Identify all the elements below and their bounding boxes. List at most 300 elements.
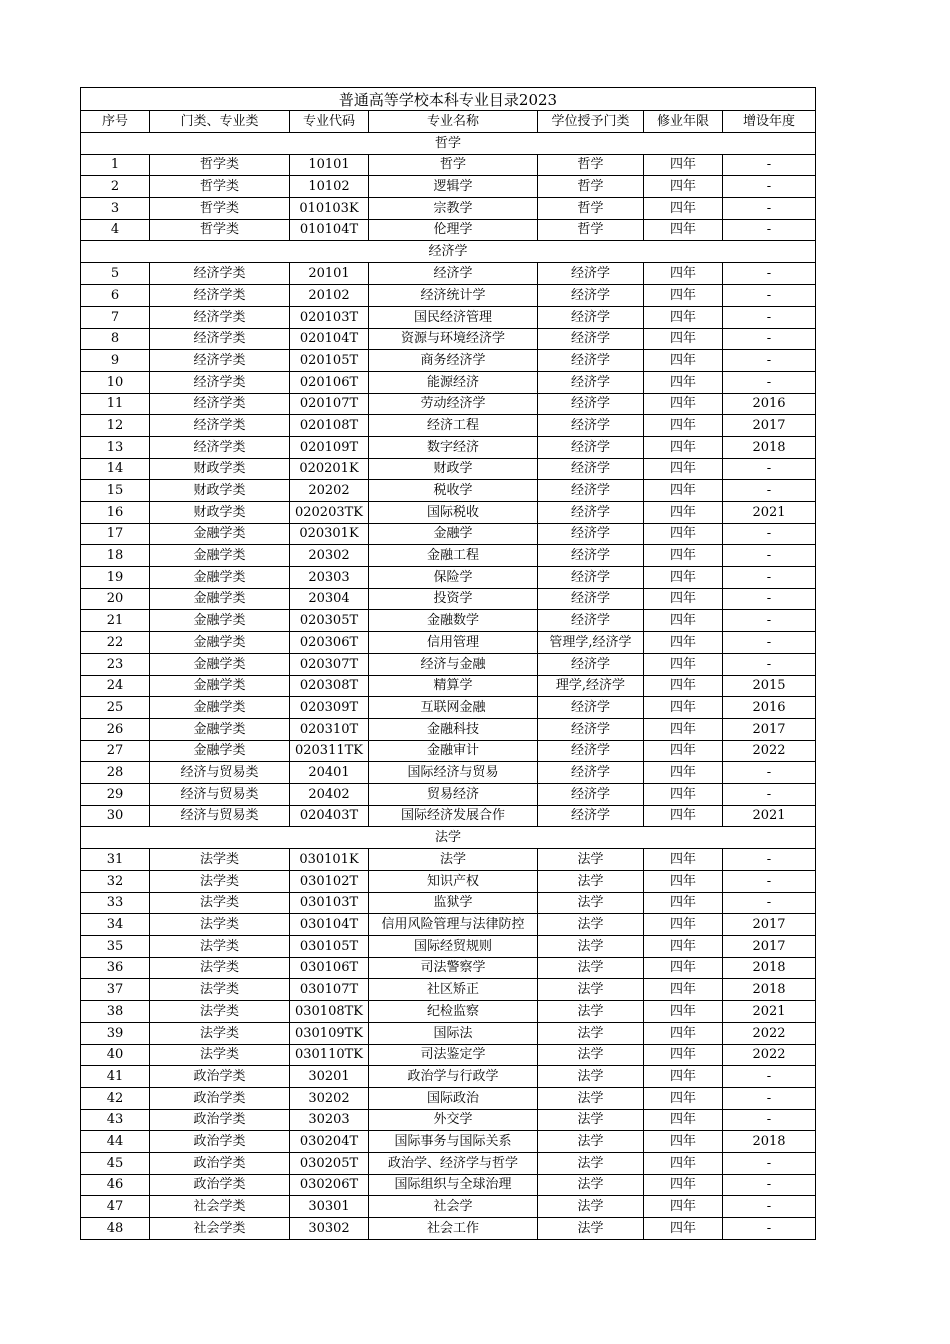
cell-duration: 四年 <box>644 1131 723 1153</box>
cell-major-name: 金融科技 <box>369 718 538 740</box>
cell-index: 33 <box>81 892 150 914</box>
cell-index: 18 <box>81 545 150 567</box>
cell-degree: 理学,经济学 <box>538 675 644 697</box>
header-year-added: 增设年度 <box>723 111 816 133</box>
cell-major-name: 金融学 <box>369 523 538 545</box>
cell-index: 42 <box>81 1087 150 1109</box>
cell-index: 28 <box>81 762 150 784</box>
cell-category: 哲学类 <box>150 198 290 220</box>
cell-degree: 法学 <box>538 1044 644 1066</box>
table-row <box>81 1109 816 1131</box>
cell-duration: 四年 <box>644 458 723 480</box>
cell-major-name: 数字经济 <box>369 436 538 458</box>
cell-degree: 法学 <box>538 957 644 979</box>
cell-duration: 四年 <box>644 914 723 936</box>
cell-code: 020305T <box>290 610 369 632</box>
cell-duration: 四年 <box>644 936 723 958</box>
cell-year-added: - <box>723 176 816 198</box>
cell-category: 金融学类 <box>150 697 290 719</box>
cell-code: 030108TK <box>290 1001 369 1023</box>
table-row <box>81 176 816 198</box>
cell-major-name: 贸易经济 <box>369 783 538 805</box>
cell-year-added: - <box>723 892 816 914</box>
cell-duration: 四年 <box>644 523 723 545</box>
cell-category: 金融学类 <box>150 740 290 762</box>
cell-degree: 哲学 <box>538 176 644 198</box>
cell-index: 4 <box>81 219 150 241</box>
section-title: 哲学 <box>81 132 816 154</box>
table-row <box>81 545 816 567</box>
header-index: 序号 <box>81 111 150 133</box>
table-row <box>81 1218 816 1240</box>
cell-major-name: 商务经济学 <box>369 350 538 372</box>
cell-duration: 四年 <box>644 436 723 458</box>
cell-index: 48 <box>81 1218 150 1240</box>
cell-code: 020106T <box>290 371 369 393</box>
cell-year-added: - <box>723 480 816 502</box>
table-row <box>81 415 816 437</box>
cell-major-name: 外交学 <box>369 1109 538 1131</box>
cell-code: 20304 <box>290 588 369 610</box>
cell-major-name: 税收学 <box>369 480 538 502</box>
cell-duration: 四年 <box>644 697 723 719</box>
cell-major-name: 哲学 <box>369 154 538 176</box>
cell-major-name: 法学 <box>369 849 538 871</box>
table-row <box>81 1066 816 1088</box>
cell-duration: 四年 <box>644 1196 723 1218</box>
cell-degree: 法学 <box>538 1066 644 1088</box>
cell-category: 法学类 <box>150 871 290 893</box>
cell-category: 经济学类 <box>150 436 290 458</box>
cell-duration: 四年 <box>644 1087 723 1109</box>
cell-duration: 四年 <box>644 567 723 589</box>
cell-index: 5 <box>81 263 150 285</box>
cell-code: 030205T <box>290 1152 369 1174</box>
table-row <box>81 1152 816 1174</box>
cell-major-name: 经济统计学 <box>369 285 538 307</box>
cell-year-added: - <box>723 567 816 589</box>
cell-degree: 经济学 <box>538 285 644 307</box>
cell-category: 法学类 <box>150 936 290 958</box>
cell-year-added: 2018 <box>723 436 816 458</box>
cell-code: 020105T <box>290 350 369 372</box>
cell-code: 20202 <box>290 480 369 502</box>
cell-duration: 四年 <box>644 328 723 350</box>
cell-category: 金融学类 <box>150 588 290 610</box>
cell-major-name: 国际组织与全球治理 <box>369 1174 538 1196</box>
cell-year-added: - <box>723 154 816 176</box>
cell-code: 020301K <box>290 523 369 545</box>
cell-year-added: - <box>723 263 816 285</box>
cell-category: 法学类 <box>150 1022 290 1044</box>
cell-degree: 经济学 <box>538 306 644 328</box>
cell-code: 020311TK <box>290 740 369 762</box>
cell-major-name: 经济学 <box>369 263 538 285</box>
cell-code: 20303 <box>290 567 369 589</box>
cell-year-added: 2017 <box>723 936 816 958</box>
cell-degree: 经济学 <box>538 740 644 762</box>
cell-duration: 四年 <box>644 350 723 372</box>
cell-year-added: - <box>723 219 816 241</box>
cell-index: 8 <box>81 328 150 350</box>
cell-year-added: - <box>723 849 816 871</box>
cell-degree: 经济学 <box>538 415 644 437</box>
cell-duration: 四年 <box>644 1022 723 1044</box>
cell-year-added: - <box>723 1109 816 1131</box>
cell-major-name: 信用风险管理与法律防控 <box>369 914 538 936</box>
cell-index: 13 <box>81 436 150 458</box>
cell-year-added: 2018 <box>723 979 816 1001</box>
table-row <box>81 957 816 979</box>
table-row <box>81 285 816 307</box>
cell-degree: 经济学 <box>538 697 644 719</box>
cell-code: 020309T <box>290 697 369 719</box>
cell-index: 32 <box>81 871 150 893</box>
cell-year-added: - <box>723 588 816 610</box>
table-row <box>81 1174 816 1196</box>
cell-duration: 四年 <box>644 1066 723 1088</box>
cell-category: 金融学类 <box>150 675 290 697</box>
cell-degree: 法学 <box>538 1131 644 1153</box>
cell-code: 030107T <box>290 979 369 1001</box>
cell-code: 010103K <box>290 198 369 220</box>
cell-duration: 四年 <box>644 285 723 307</box>
cell-category: 哲学类 <box>150 154 290 176</box>
cell-category: 政治学类 <box>150 1174 290 1196</box>
cell-index: 23 <box>81 653 150 675</box>
cell-index: 20 <box>81 588 150 610</box>
cell-degree: 法学 <box>538 1022 644 1044</box>
cell-code: 20102 <box>290 285 369 307</box>
cell-degree: 经济学 <box>538 350 644 372</box>
cell-code: 020203TK <box>290 502 369 524</box>
cell-degree: 经济学 <box>538 610 644 632</box>
cell-category: 金融学类 <box>150 653 290 675</box>
table-row <box>81 1022 816 1044</box>
cell-degree: 法学 <box>538 849 644 871</box>
cell-category: 金融学类 <box>150 610 290 632</box>
cell-year-added: - <box>723 285 816 307</box>
cell-degree: 法学 <box>538 1152 644 1174</box>
table-row <box>81 632 816 654</box>
cell-category: 法学类 <box>150 914 290 936</box>
cell-category: 经济学类 <box>150 263 290 285</box>
cell-degree: 法学 <box>538 979 644 1001</box>
cell-category: 法学类 <box>150 1044 290 1066</box>
cell-category: 法学类 <box>150 892 290 914</box>
cell-index: 46 <box>81 1174 150 1196</box>
section-title: 法学 <box>81 827 816 849</box>
cell-duration: 四年 <box>644 892 723 914</box>
cell-major-name: 国际经济发展合作 <box>369 805 538 827</box>
cell-year-added: - <box>723 871 816 893</box>
cell-major-name: 国际事务与国际关系 <box>369 1131 538 1153</box>
section-row <box>81 827 816 849</box>
header-degree: 学位授予门类 <box>538 111 644 133</box>
cell-year-added: - <box>723 1087 816 1109</box>
cell-duration: 四年 <box>644 1152 723 1174</box>
cell-degree: 法学 <box>538 914 644 936</box>
cell-index: 43 <box>81 1109 150 1131</box>
table-row <box>81 458 816 480</box>
cell-degree: 管理学,经济学 <box>538 632 644 654</box>
cell-code: 10102 <box>290 176 369 198</box>
cell-index: 6 <box>81 285 150 307</box>
cell-duration: 四年 <box>644 480 723 502</box>
cell-year-added: 2016 <box>723 697 816 719</box>
cell-code: 020310T <box>290 718 369 740</box>
cell-major-name: 能源经济 <box>369 371 538 393</box>
table-row <box>81 371 816 393</box>
cell-category: 金融学类 <box>150 632 290 654</box>
cell-duration: 四年 <box>644 783 723 805</box>
cell-duration: 四年 <box>644 653 723 675</box>
table-row <box>81 1131 816 1153</box>
cell-category: 经济学类 <box>150 306 290 328</box>
cell-category: 金融学类 <box>150 545 290 567</box>
cell-degree: 法学 <box>538 1087 644 1109</box>
cell-index: 19 <box>81 567 150 589</box>
cell-degree: 经济学 <box>538 783 644 805</box>
cell-category: 政治学类 <box>150 1066 290 1088</box>
cell-index: 45 <box>81 1152 150 1174</box>
cell-major-name: 国际经贸规则 <box>369 936 538 958</box>
section-title: 经济学 <box>81 241 816 263</box>
table-row <box>81 762 816 784</box>
table-row <box>81 588 816 610</box>
cell-code: 30202 <box>290 1087 369 1109</box>
cell-index: 24 <box>81 675 150 697</box>
cell-degree: 哲学 <box>538 198 644 220</box>
cell-category: 法学类 <box>150 1001 290 1023</box>
table-row <box>81 610 816 632</box>
cell-major-name: 社会学 <box>369 1196 538 1218</box>
table-row <box>81 1196 816 1218</box>
cell-duration: 四年 <box>644 762 723 784</box>
cell-index: 26 <box>81 718 150 740</box>
table-row <box>81 328 816 350</box>
table-row <box>81 219 816 241</box>
table-row <box>81 436 816 458</box>
cell-index: 9 <box>81 350 150 372</box>
cell-year-added: - <box>723 306 816 328</box>
cell-category: 金融学类 <box>150 523 290 545</box>
cell-year-added: - <box>723 1152 816 1174</box>
cell-index: 16 <box>81 502 150 524</box>
cell-degree: 经济学 <box>538 458 644 480</box>
cell-code: 020104T <box>290 328 369 350</box>
cell-major-name: 社区矫正 <box>369 979 538 1001</box>
cell-major-name: 国际经济与贸易 <box>369 762 538 784</box>
cell-code: 030101K <box>290 849 369 871</box>
cell-duration: 四年 <box>644 588 723 610</box>
cell-major-name: 投资学 <box>369 588 538 610</box>
cell-major-name: 司法警察学 <box>369 957 538 979</box>
table-row <box>81 697 816 719</box>
cell-duration: 四年 <box>644 871 723 893</box>
cell-year-added: - <box>723 1196 816 1218</box>
cell-code: 030110TK <box>290 1044 369 1066</box>
cell-category: 经济学类 <box>150 371 290 393</box>
cell-degree: 法学 <box>538 871 644 893</box>
cell-major-name: 精算学 <box>369 675 538 697</box>
cell-major-name: 政治学与行政学 <box>369 1066 538 1088</box>
table-row <box>81 871 816 893</box>
table-row <box>81 936 816 958</box>
cell-major-name: 国际政治 <box>369 1087 538 1109</box>
cell-duration: 四年 <box>644 1218 723 1240</box>
cell-degree: 法学 <box>538 1196 644 1218</box>
cell-year-added: - <box>723 1066 816 1088</box>
cell-category: 社会学类 <box>150 1218 290 1240</box>
cell-year-added: 2021 <box>723 805 816 827</box>
cell-year-added: 2016 <box>723 393 816 415</box>
cell-category: 经济与贸易类 <box>150 762 290 784</box>
cell-category: 法学类 <box>150 849 290 871</box>
cell-index: 36 <box>81 957 150 979</box>
table-body <box>81 132 816 1239</box>
cell-index: 29 <box>81 783 150 805</box>
cell-code: 020403T <box>290 805 369 827</box>
cell-index: 11 <box>81 393 150 415</box>
table-row <box>81 675 816 697</box>
cell-year-added: - <box>723 458 816 480</box>
cell-year-added: - <box>723 762 816 784</box>
cell-index: 12 <box>81 415 150 437</box>
cell-year-added: 2015 <box>723 675 816 697</box>
cell-code: 20402 <box>290 783 369 805</box>
table-row <box>81 523 816 545</box>
cell-year-added: 2022 <box>723 1044 816 1066</box>
cell-year-added: 2021 <box>723 1001 816 1023</box>
cell-code: 020307T <box>290 653 369 675</box>
cell-major-name: 经济与金融 <box>369 653 538 675</box>
cell-index: 35 <box>81 936 150 958</box>
cell-year-added: 2018 <box>723 1131 816 1153</box>
cell-category: 经济学类 <box>150 415 290 437</box>
cell-degree: 经济学 <box>538 393 644 415</box>
cell-major-name: 资源与环境经济学 <box>369 328 538 350</box>
table-row <box>81 480 816 502</box>
cell-year-added: - <box>723 328 816 350</box>
cell-major-name: 政治学、经济学与哲学 <box>369 1152 538 1174</box>
cell-degree: 经济学 <box>538 588 644 610</box>
cell-major-name: 互联网金融 <box>369 697 538 719</box>
header-row <box>81 111 816 133</box>
cell-major-name: 劳动经济学 <box>369 393 538 415</box>
table-row <box>81 1001 816 1023</box>
cell-code: 30302 <box>290 1218 369 1240</box>
cell-duration: 四年 <box>644 306 723 328</box>
cell-degree: 经济学 <box>538 480 644 502</box>
header-duration: 修业年限 <box>644 111 723 133</box>
cell-degree: 法学 <box>538 1001 644 1023</box>
cell-code: 30201 <box>290 1066 369 1088</box>
cell-code: 20302 <box>290 545 369 567</box>
cell-major-name: 纪检监察 <box>369 1001 538 1023</box>
cell-major-name: 国际法 <box>369 1022 538 1044</box>
cell-index: 44 <box>81 1131 150 1153</box>
cell-major-name: 宗教学 <box>369 198 538 220</box>
cell-degree: 经济学 <box>538 371 644 393</box>
cell-duration: 四年 <box>644 849 723 871</box>
cell-duration: 四年 <box>644 393 723 415</box>
cell-category: 社会学类 <box>150 1196 290 1218</box>
cell-duration: 四年 <box>644 219 723 241</box>
cell-major-name: 国民经济管理 <box>369 306 538 328</box>
table-row <box>81 502 816 524</box>
cell-index: 39 <box>81 1022 150 1044</box>
cell-category: 经济学类 <box>150 393 290 415</box>
cell-index: 15 <box>81 480 150 502</box>
cell-code: 030104T <box>290 914 369 936</box>
cell-code: 030206T <box>290 1174 369 1196</box>
table-row <box>81 154 816 176</box>
cell-year-added: - <box>723 523 816 545</box>
cell-duration: 四年 <box>644 502 723 524</box>
table-row <box>81 393 816 415</box>
cell-code: 30203 <box>290 1109 369 1131</box>
cell-degree: 经济学 <box>538 653 644 675</box>
cell-major-name: 监狱学 <box>369 892 538 914</box>
cell-degree: 经济学 <box>538 263 644 285</box>
cell-degree: 经济学 <box>538 328 644 350</box>
cell-degree: 法学 <box>538 892 644 914</box>
cell-index: 38 <box>81 1001 150 1023</box>
cell-duration: 四年 <box>644 632 723 654</box>
table-row <box>81 653 816 675</box>
cell-major-name: 司法鉴定学 <box>369 1044 538 1066</box>
cell-category: 经济与贸易类 <box>150 805 290 827</box>
cell-category: 经济学类 <box>150 350 290 372</box>
cell-code: 030102T <box>290 871 369 893</box>
cell-major-name: 金融工程 <box>369 545 538 567</box>
cell-index: 3 <box>81 198 150 220</box>
cell-degree: 法学 <box>538 1109 644 1131</box>
majors-table <box>80 87 816 1240</box>
cell-index: 2 <box>81 176 150 198</box>
cell-major-name: 经济工程 <box>369 415 538 437</box>
cell-index: 25 <box>81 697 150 719</box>
cell-category: 法学类 <box>150 957 290 979</box>
cell-degree: 法学 <box>538 1174 644 1196</box>
cell-year-added: 2022 <box>723 1022 816 1044</box>
cell-code: 020306T <box>290 632 369 654</box>
cell-duration: 四年 <box>644 740 723 762</box>
section-row <box>81 132 816 154</box>
cell-year-added: - <box>723 371 816 393</box>
table-row <box>81 306 816 328</box>
cell-duration: 四年 <box>644 957 723 979</box>
cell-code: 020107T <box>290 393 369 415</box>
cell-index: 40 <box>81 1044 150 1066</box>
cell-degree: 法学 <box>538 936 644 958</box>
cell-degree: 经济学 <box>538 718 644 740</box>
cell-index: 27 <box>81 740 150 762</box>
cell-duration: 四年 <box>644 805 723 827</box>
cell-year-added: - <box>723 545 816 567</box>
cell-code: 010104T <box>290 219 369 241</box>
cell-duration: 四年 <box>644 675 723 697</box>
cell-index: 34 <box>81 914 150 936</box>
cell-code: 030109TK <box>290 1022 369 1044</box>
table-row <box>81 567 816 589</box>
cell-category: 法学类 <box>150 979 290 1001</box>
table-row <box>81 805 816 827</box>
cell-year-added: 2022 <box>723 740 816 762</box>
cell-degree: 经济学 <box>538 567 644 589</box>
cell-major-name: 社会工作 <box>369 1218 538 1240</box>
